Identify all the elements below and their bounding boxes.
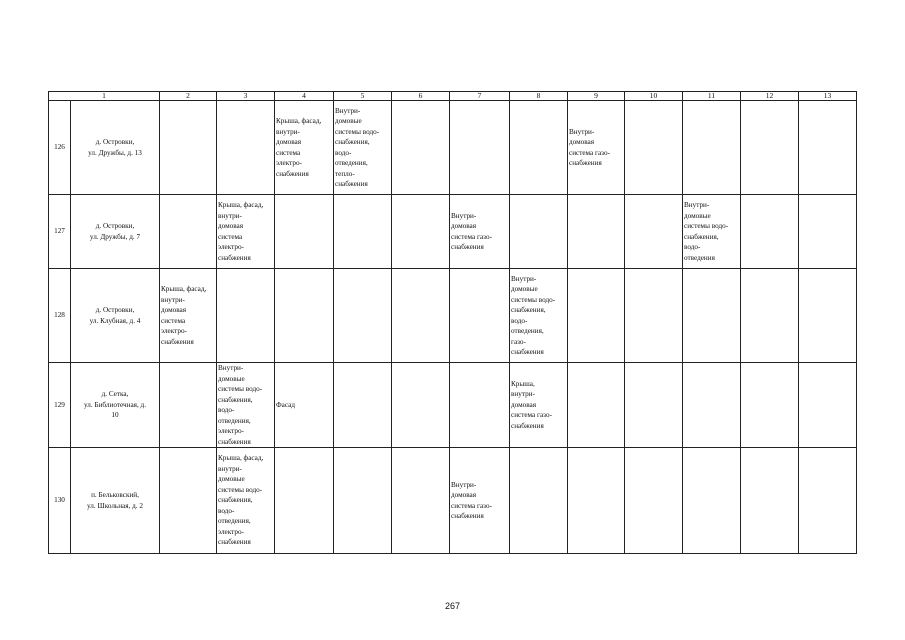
work-type-cell: Внутри- домовая система газо- снабжения: [450, 195, 510, 269]
work-type-cell: [568, 448, 625, 554]
column-number-cell: 2: [160, 92, 217, 101]
work-type-cell: [510, 195, 568, 269]
work-type-cell: Крыша, фасад, внутри- домовые системы водо- снабжения, водо- отведения, электро- снабжения: [217, 448, 275, 554]
row-number-cell: 128: [49, 269, 71, 363]
column-number-cell: 1: [49, 92, 160, 101]
column-number-cell: 10: [625, 92, 683, 101]
work-type-cell: [275, 448, 334, 554]
work-type-cell: [334, 448, 392, 554]
work-type-cell: Внутри- домовая система газо- снабжения: [450, 448, 510, 554]
work-type-cell: [741, 269, 799, 363]
table-row: [49, 195, 857, 269]
work-type-cell: Внутри- домовые системы водо- снабжения, водо- отведения, газо- снабжения: [510, 269, 568, 363]
address-cell: д. Островки, ул. Дружбы, д. 7: [71, 195, 160, 269]
work-type-cell: [683, 363, 741, 448]
work-type-cell: [799, 448, 857, 554]
work-type-cell: [683, 269, 741, 363]
row-number-cell: 127: [49, 195, 71, 269]
work-type-cell: [392, 101, 450, 195]
work-type-cell: [160, 363, 217, 448]
table-row: [49, 101, 857, 195]
housing-repair-schedule-table: [48, 91, 857, 554]
column-number-cell: 7: [450, 92, 510, 101]
work-type-cell: [799, 195, 857, 269]
work-type-cell: [741, 101, 799, 195]
address-cell: д. Сетка, ул. Библиотечная, д. 10: [71, 363, 160, 448]
work-type-cell: [741, 363, 799, 448]
work-type-cell: [217, 269, 275, 363]
column-number-row: [49, 92, 857, 101]
column-number-cell: 9: [568, 92, 625, 101]
column-number-cell: 13: [799, 92, 857, 101]
address-cell: п. Бельковский, ул. Школьная, д. 2: [71, 448, 160, 554]
work-type-cell: [799, 101, 857, 195]
work-type-cell: [741, 448, 799, 554]
work-type-cell: [625, 101, 683, 195]
table-row: [49, 363, 857, 448]
work-type-cell: Внутри- домовые системы водо- снабжения, водо- отведения, электро- снабжения: [217, 363, 275, 448]
work-type-cell: [392, 448, 450, 554]
work-type-cell: [160, 448, 217, 554]
row-number-cell: 129: [49, 363, 71, 448]
work-type-cell: [217, 101, 275, 195]
work-type-cell: [160, 195, 217, 269]
work-type-cell: [334, 269, 392, 363]
work-type-cell: Крыша, фасад, внутри- домовая система электро- снабжения: [275, 101, 334, 195]
work-type-cell: Крыша, фасад, внутри- домовая система электро- снабжения: [160, 269, 217, 363]
work-type-cell: Фасад: [275, 363, 334, 448]
work-type-cell: [392, 269, 450, 363]
table-row: [49, 269, 857, 363]
work-type-cell: [275, 195, 334, 269]
work-type-cell: [450, 363, 510, 448]
work-type-cell: [334, 363, 392, 448]
row-number-cell: 130: [49, 448, 71, 554]
work-type-cell: Внутри- домовая система газо- снабжения: [568, 101, 625, 195]
table-row: [49, 448, 857, 554]
work-type-cell: Крыша, внутри- домовая система газо- снабжения: [510, 363, 568, 448]
column-number-cell: 8: [510, 92, 568, 101]
column-number-cell: 6: [392, 92, 450, 101]
column-number-cell: 11: [683, 92, 741, 101]
work-type-cell: [625, 363, 683, 448]
address-cell: д. Островки, ул. Дружбы, д. 13: [71, 101, 160, 195]
address-cell: д. Островки, ул. Клубная, д. 4: [71, 269, 160, 363]
work-type-cell: [392, 195, 450, 269]
work-type-cell: [799, 363, 857, 448]
work-type-cell: Крыша, фасад, внутри- домовая система электро- снабжения: [217, 195, 275, 269]
work-type-cell: [568, 269, 625, 363]
row-number-cell: 126: [49, 101, 71, 195]
work-type-cell: [160, 101, 217, 195]
work-type-cell: [450, 101, 510, 195]
work-type-cell: [275, 269, 334, 363]
page-number: 267: [444, 601, 461, 611]
work-type-cell: [568, 363, 625, 448]
column-number-cell: 4: [275, 92, 334, 101]
work-type-cell: [683, 101, 741, 195]
work-type-cell: [625, 195, 683, 269]
column-number-cell: 5: [334, 92, 392, 101]
work-type-cell: Внутри- домовые системы водо- снабжения, водо- отведения: [683, 195, 741, 269]
work-type-cell: [510, 448, 568, 554]
work-type-cell: [741, 195, 799, 269]
work-type-cell: Внутри- домовые системы водо- снабжения, водо- отведения, тепло- снабжения: [334, 101, 392, 195]
work-type-cell: [510, 101, 568, 195]
column-number-cell: 3: [217, 92, 275, 101]
work-type-cell: [683, 448, 741, 554]
work-type-cell: [625, 448, 683, 554]
column-number-cell: 12: [741, 92, 799, 101]
work-type-cell: [334, 195, 392, 269]
work-type-cell: [625, 269, 683, 363]
work-type-cell: [392, 363, 450, 448]
work-type-cell: [799, 269, 857, 363]
work-type-cell: [568, 195, 625, 269]
work-type-cell: [450, 269, 510, 363]
